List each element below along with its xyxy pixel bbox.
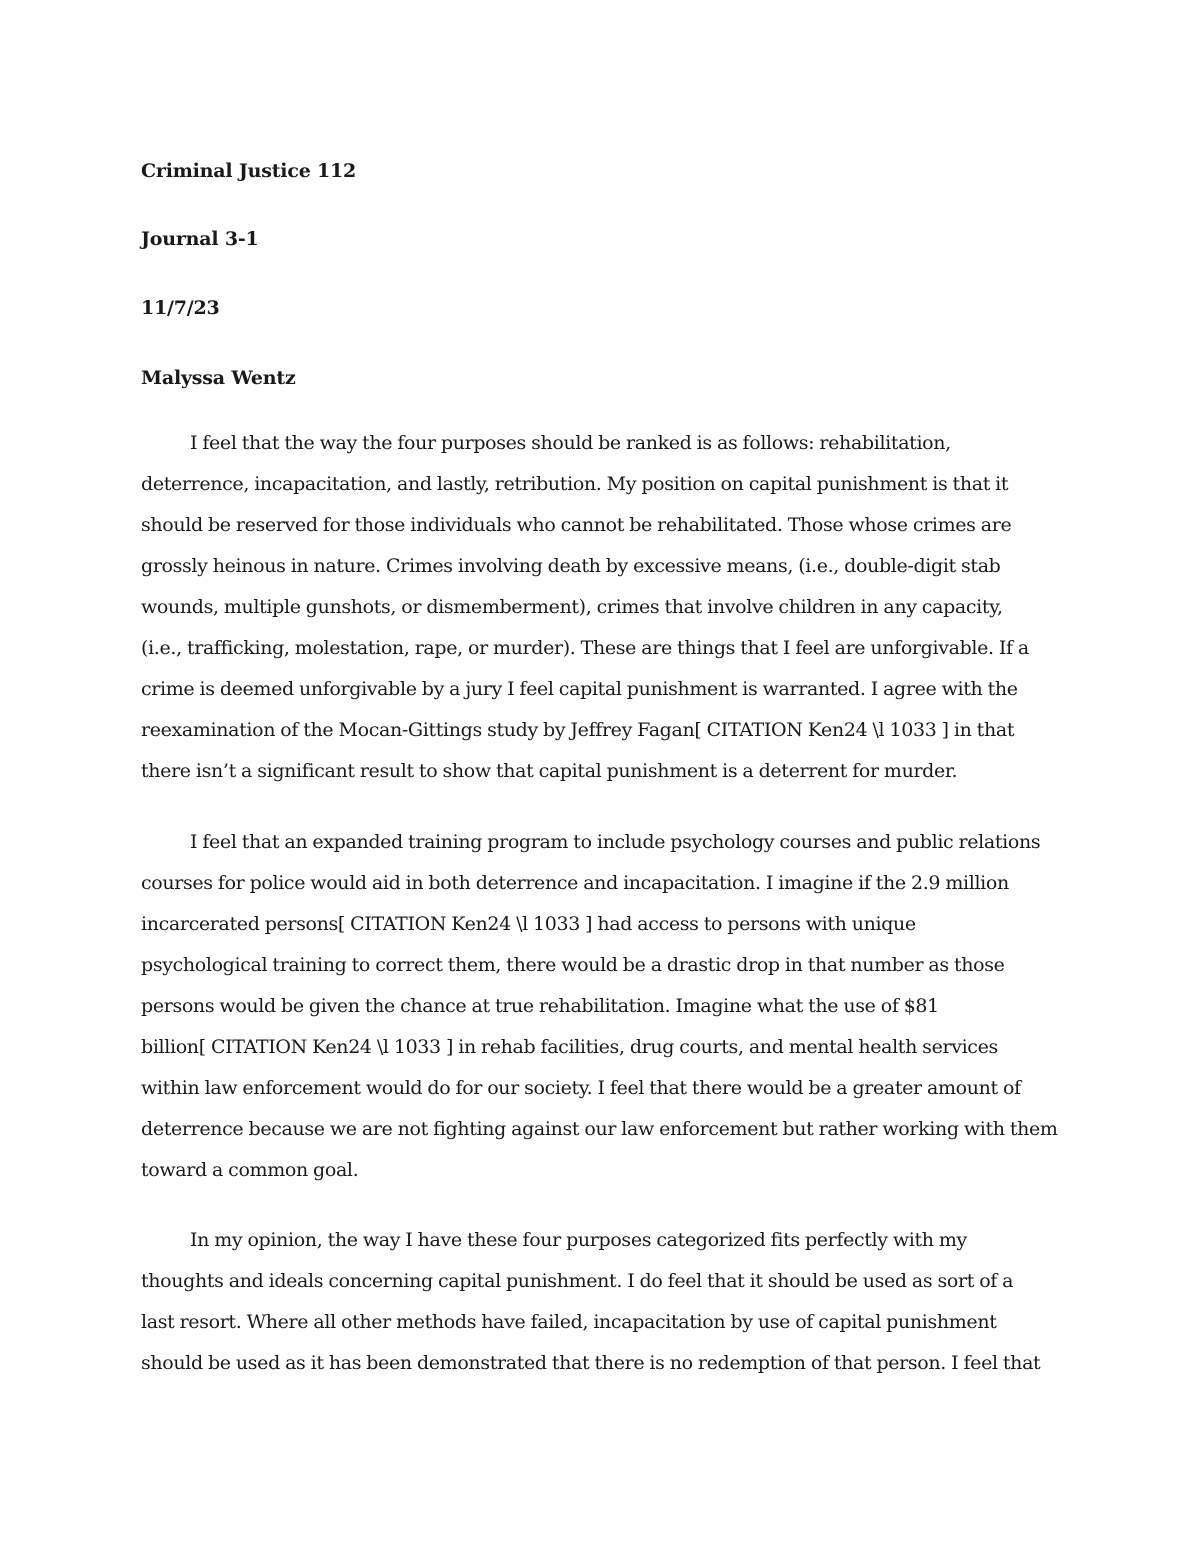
paragraph-line: should be used as it has been demonstrated that there is no redemption of that person. I feel that [141, 1352, 1041, 1374]
assignment-title: Journal 3-1 [141, 228, 259, 250]
paragraph-line: there isn’t a significant result to show that capital punishment is a deterrent for murder. [141, 760, 958, 782]
paragraph-line: toward a common goal. [141, 1159, 359, 1181]
paragraph-line: In my opinion, the way I have these four purposes categorized fits perfectly with my [190, 1229, 967, 1251]
paragraph-line: (i.e., trafficking, molestation, rape, or murder). These are things that I feel are unforgivable. If a [141, 637, 1029, 659]
paragraph-line: thoughts and ideals concerning capital punishment. I do feel that it should be used as sort of a [141, 1270, 1014, 1292]
paragraph-line: within law enforcement would do for our society. I feel that there would be a greater amount of [141, 1077, 1021, 1099]
paragraph-line: persons would be given the chance at true rehabilitation. Imagine what the use of $81 [141, 995, 939, 1017]
paragraph-line: I feel that an expanded training program to include psychology courses and public relations [190, 831, 1041, 853]
body-paragraph-2 [141, 822, 1071, 1191]
paragraph-line: I feel that the way the four purposes should be ranked is as follows: rehabilitation, [190, 432, 951, 454]
paragraph-line: psychological training to correct them, there would be a drastic drop in that number as those [141, 954, 1005, 976]
paragraph-line: reexamination of the Mocan-Gittings study by Jeffrey Fagan[ CITATION Ken24 \l 1033 ] in that [141, 719, 1015, 741]
paragraph-line: billion[ CITATION Ken24 \l 1033 ] in rehab facilities, drug courts, and mental health services [141, 1036, 998, 1058]
paragraph-line: courses for police would aid in both deterrence and incapacitation. I imagine if the 2.9 million [141, 872, 1009, 894]
paragraph-line: incarcerated persons[ CITATION Ken24 \l 1033 ] had access to persons with unique [141, 913, 916, 935]
paragraph-line: deterrence because we are not fighting against our law enforcement but rather working with them [141, 1118, 1058, 1140]
author-name: Malyssa Wentz [141, 367, 296, 389]
paragraph-line: should be reserved for those individuals who cannot be rehabilitated. Those whose crimes are [141, 514, 1012, 536]
paragraph-line: last resort. Where all other methods have failed, incapacitation by use of capital punishment [141, 1311, 997, 1333]
paragraph-line: grossly heinous in nature. Crimes involving death by excessive means, (i.e., double-digit stab [141, 555, 1001, 577]
date-line: 11/7/23 [141, 297, 220, 319]
paragraph-line: deterrence, incapacitation, and lastly, retribution. My position on capital punishment is that it [141, 473, 1009, 495]
body-paragraph-3 [141, 1220, 1071, 1384]
body-paragraph-1 [141, 423, 1071, 792]
paragraph-line: crime is deemed unforgivable by a jury I feel capital punishment is warranted. I agree with the [141, 678, 1018, 700]
paragraph-line: wounds, multiple gunshots, or dismemberment), crimes that involve children in any capacity, [141, 596, 1003, 618]
course-title: Criminal Justice 112 [141, 160, 357, 182]
